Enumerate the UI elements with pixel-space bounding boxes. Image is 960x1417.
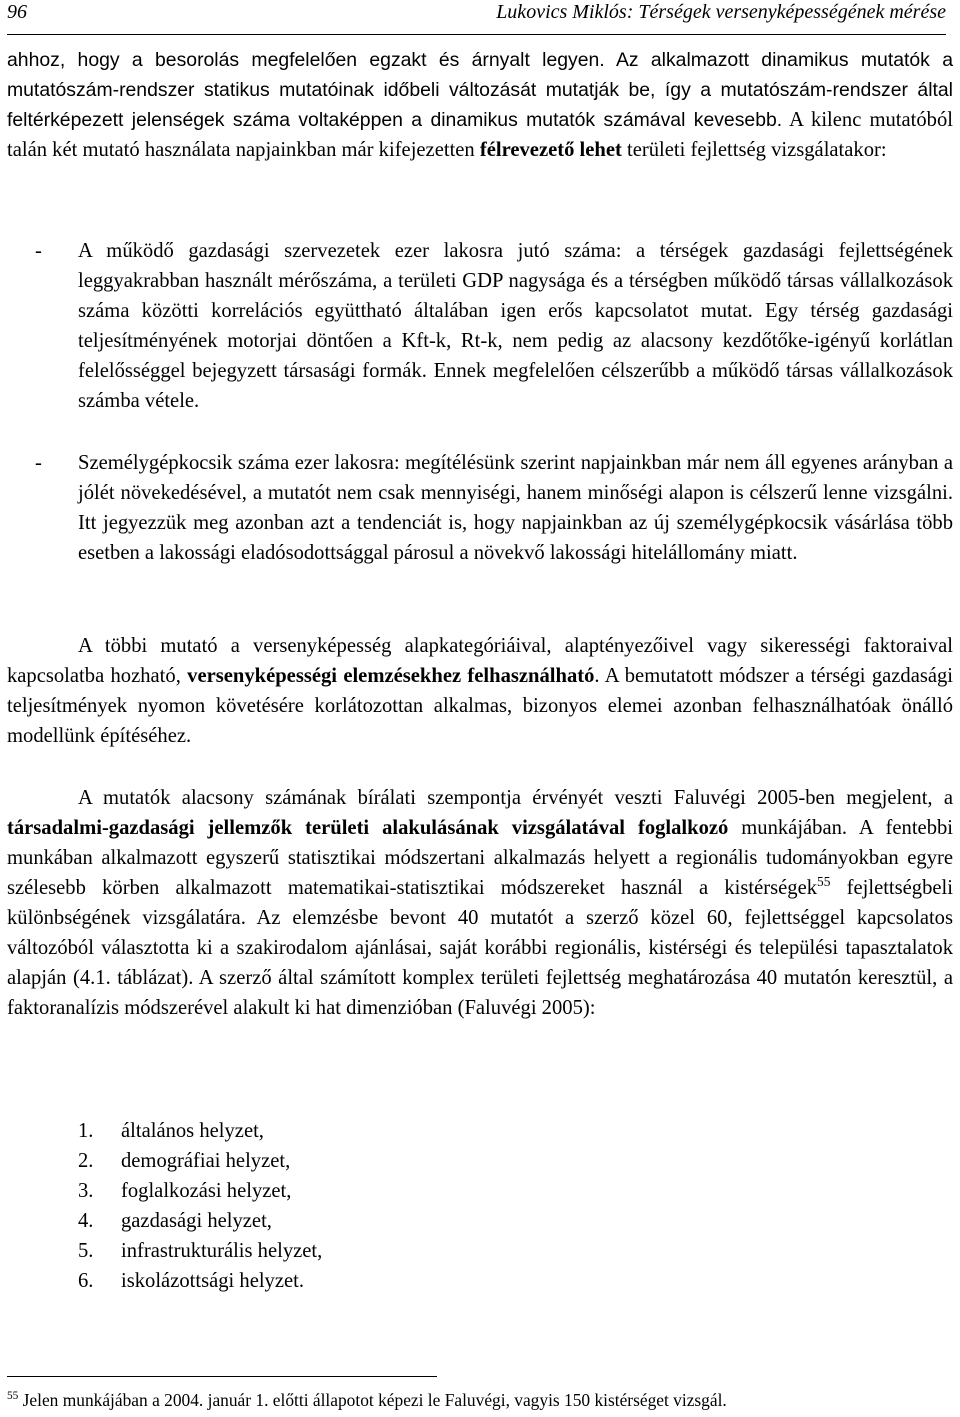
para3-text-b: munkájában. A fentebbi munkában alkalmazott egyszerű statisztikai módszertani alkalmazás helyett a regionális tudományokban egyre szélesebb körben alkalmazott matematikai-statisztikai módszereket használ a kistérségek — [7, 817, 954, 899]
list-text: demográfiai helyzet, — [121, 1150, 291, 1172]
bullet-dash: - — [35, 452, 42, 474]
list-number: 6. — [78, 1270, 94, 1292]
list-number: 2. — [78, 1150, 94, 1172]
footnote-divider — [7, 1376, 437, 1377]
paragraph-3 — [7, 783, 953, 1023]
intro-paragraph — [7, 45, 953, 165]
intro-tail-text: területi fejlettség vizsgálatakor: — [621, 139, 887, 161]
list-item — [78, 1146, 322, 1176]
bullet-dash: - — [35, 240, 42, 262]
bullet-text: Személygépkocsik száma ezer lakosra: megítélésünk szerint napjainkban már nem áll egyenes arányban a jólét növekedésével, a mutatót nem csak mennyiségi, hanem minőségi alapon is célszerű lenne vizsgálni. Itt jegyezzük meg azonban azt a tendenciát is, hogy napjainkban az új személygépkocsik vásárlása több esetben a lakossági eladósodottsággal párosul a növekvő lakossági hitelállomány miatt. — [78, 452, 953, 564]
list-text: foglalkozási helyzet, — [121, 1180, 292, 1202]
para2-text-b: . A bemutatott módszer a térségi gazdasági teljesítmények nyomon követésére korlátozottan alkalmas, bizonyos elemei azonban felhasználhatóak önálló modellünk építéséhez. — [7, 665, 954, 747]
list-number: 5. — [78, 1240, 94, 1262]
bullet-item — [7, 236, 953, 416]
footnote-ref[interactable]: 55 — [817, 873, 831, 889]
footnote-text: Jelen munkájában a 2004. január 1. előtti állapotot képezi le Faluvégi, vagyis 150 kistérséget vizsgál. — [18, 1390, 727, 1410]
list-text: iskolázottsági helyzet. — [121, 1270, 305, 1292]
bullet-item — [7, 448, 953, 568]
dimension-list — [78, 1116, 322, 1296]
intro-serif-text: A kilenc mutatóból talán két mutató használata napjainkban már kifejezetten — [7, 109, 953, 161]
list-text: gazdasági helyzet, — [121, 1210, 272, 1232]
list-item — [78, 1206, 322, 1236]
paragraph-2 — [7, 631, 953, 751]
footnote-number: 55 — [7, 1390, 19, 1403]
para3-text-c: fejlettségbeli különbségének vizsgálatára. Az elemzésbe bevont 40 mutatót a szerző közel 60, fejlettséggel kapcsolatos változóból választotta ki a szakirodalom ajánlásai, saját korábbi regionális, kistérségi és települési tapasztalatok alapján (4.1. táblázat). A szerző által számított komplex területi fejlettség meghatározása 40 mutatón keresztül, a faktoranalízis módszerével alakult ki hat dimenzióban (Faluvégi 2005): — [7, 877, 953, 1019]
para3-text-a: A mutatók alacsony számának bírálati szempontja érvényét veszti Faluvégi 2005-ben megjelent, a — [78, 787, 953, 809]
footnote — [7, 1388, 953, 1412]
list-text: általános helyzet, — [121, 1120, 264, 1142]
list-item — [78, 1176, 322, 1206]
page-header — [7, 0, 946, 35]
list-item — [78, 1236, 322, 1266]
page-number: 96 — [7, 1, 27, 23]
intro-bold-text: félrevezető lehet — [479, 139, 622, 161]
para3-bold: társadalmi-gazdasági jellemzők területi alakulásának vizsgálatával foglalkozó — [7, 817, 729, 839]
list-item — [78, 1116, 322, 1146]
list-number: 3. — [78, 1180, 94, 1202]
list-item — [78, 1266, 322, 1296]
list-number: 1. — [78, 1120, 94, 1142]
para2-text-a: A többi mutató a versenyképesség alapkategóriáival, alaptényezőivel vagy sikerességi faktoraival kapcsolatba hozható, — [7, 635, 953, 687]
intro-sans-text: ahhoz, hogy a besorolás megfelelően egzakt és árnyalt legyen. Az alkalmazott dinamikus mutatók a mutatószám-rendszer statikus mutatóinak időbeli változását mutatják be, így a mutatószám-rendszer által feltérképezett jelenségek száma voltaképpen a dinamikus mutatók számával kevesebb. — [7, 49, 953, 131]
list-number: 4. — [78, 1210, 94, 1232]
para2-bold: versenyképességi elemzésekhez felhasználható — [187, 665, 595, 687]
running-title: Lukovics Miklós: Térségek versenyképességének mérése — [496, 1, 946, 23]
list-text: infrastrukturális helyzet, — [121, 1240, 323, 1262]
bullet-text: A működő gazdasági szervezetek ezer lakosra jutó száma: a térségek gazdasági fejlettségének leggyakrabban használt mérőszáma, a területi GDP nagysága és a térségben működő társas vállalkozások száma közötti korrelációs együttható általában igen erős kapcsolatot mutat. Egy térség gazdasági teljesítményének motorjai döntően a Kft-k, Rt-k, nem pedig az alacsony kezdőtőke-igényű korlátlan felelősséggel bejegyzett társasági formák. Ennek megfelelően célszerűbb a működő társas vállalkozások számba vétele. — [78, 240, 953, 412]
